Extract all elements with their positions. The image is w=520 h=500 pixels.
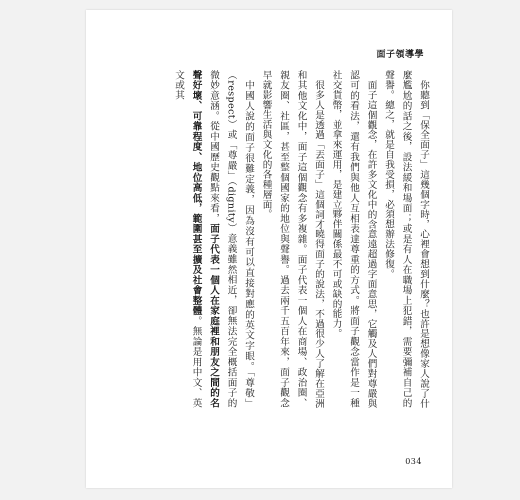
paragraph-2: 面子這個觀念，在許多文化中的含意遠超過字面意思，它觸及人們對尊嚴與認可的看法，還有我們與他人互相表達尊重的方式。將面子觀念當作是一種社交貨幣，並拿來運用，是建立夥伴關係最不可或缺的能力。 bbox=[330, 70, 377, 408]
paragraph-4-emphasis: 面子代表一個人在家庭裡和朋友之間的名聲好壞、可靠程度、地位高低，範圍甚至擴及社會整體 bbox=[190, 70, 219, 409]
book-page bbox=[86, 10, 452, 488]
body-text bbox=[106, 70, 432, 408]
page-number: 034 bbox=[405, 457, 422, 466]
paragraph-4-start: 中國人說的面子很難定義，因為沒有可以直接對應的英文字眼。「尊敬」（respect）或「尊嚴」（dignity）意義雖然相近，卻無法完全概括面子的微妙意涵。從中國歷史觀點來看， bbox=[208, 70, 254, 408]
running-header: 面子領導學 bbox=[376, 50, 424, 60]
paragraph-1: 你聽到「保全面子」這幾個字時，心裡會想到什麼？也許是想像家人說了什麼尷尬的話之後，設法緩和場面；或是有人在職場上犯錯，需要彌補自己的聲譽。總之，就是自我受損，必須想辦法修復。 bbox=[383, 70, 429, 408]
paragraph-4 bbox=[170, 70, 258, 408]
paragraph-4-end: 。無論是用中文、英文或其 bbox=[173, 70, 202, 408]
paragraph-3: 很多人是透過「丟面子」這個詞才曉得面子的說法，不過很少人了解在亞洲和其他文化中，面子這個觀念有多複雜。面子代表一個人在商場、政治圈、親友圈、社區，甚至整個國家的地位與聲譽。過去兩千五百年來，面子觀念早就影響生活與文化的各種層面。 bbox=[260, 70, 324, 408]
